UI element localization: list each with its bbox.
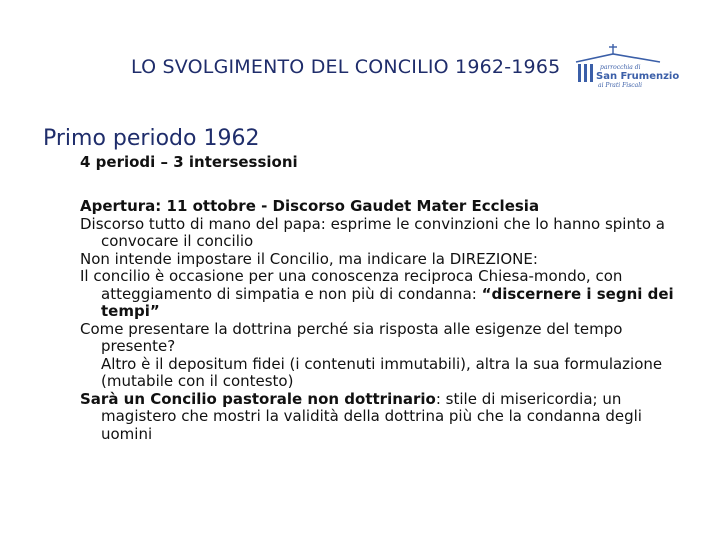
- slide-title: LO SVOLGIMENTO DEL CONCILIO 1962-1965: [131, 56, 561, 78]
- paragraph-dottrina: Come presentare la dottrina perché sia risposta alle esigenze del tempo presente?: [80, 319, 623, 355]
- paragraph-depositum: Altro è il depositum fidei (i contenuti immutabili), altra la sua formulazione (mutabile con il contesto): [101, 354, 663, 390]
- segni-dei-tempi-quote: “discernere i segni dei tempi”: [101, 284, 674, 320]
- paragraph-occasione: [80, 268, 680, 321]
- paragraph-direzione: Non intende impostare il Concilio, ma indicare la DIREZIONE:: [80, 249, 538, 268]
- section-subtitle: 4 periodi – 3 intersessioni: [80, 153, 298, 171]
- logo-line3: ai Prati Fiscali: [598, 82, 643, 89]
- logo-line2: San Frumenzio: [596, 71, 680, 82]
- logo-line1: parrocchia di: [600, 64, 641, 71]
- paragraph-apertura: [80, 198, 680, 216]
- paragraph-discorso: Discorso tutto di mano del papa: esprime le convinzioni che lo hanno spinto a convocare il concilio: [80, 214, 665, 250]
- pastorale-text: : stile di misericordia; un magistero che mostri la validità della dottrina più che la condanna degli uomini: [101, 389, 642, 443]
- slide-body: [80, 198, 680, 443]
- apertura-text: Apertura: 11 ottobre - Discorso Gaudet Mater Ecclesia: [80, 197, 540, 215]
- pastorale-bold: Sarà un Concilio pastorale non dottrinario: [80, 389, 436, 408]
- church-cross-icon: [568, 42, 680, 94]
- occasione-text: Il concilio è occasione per una conoscenza reciproca Chiesa-mondo, con atteggiamento di simpatia e non più di condanna:: [80, 267, 623, 303]
- paragraph-pastorale: [80, 391, 680, 444]
- section-title: Primo periodo 1962: [43, 126, 260, 151]
- parish-logo: [568, 42, 680, 94]
